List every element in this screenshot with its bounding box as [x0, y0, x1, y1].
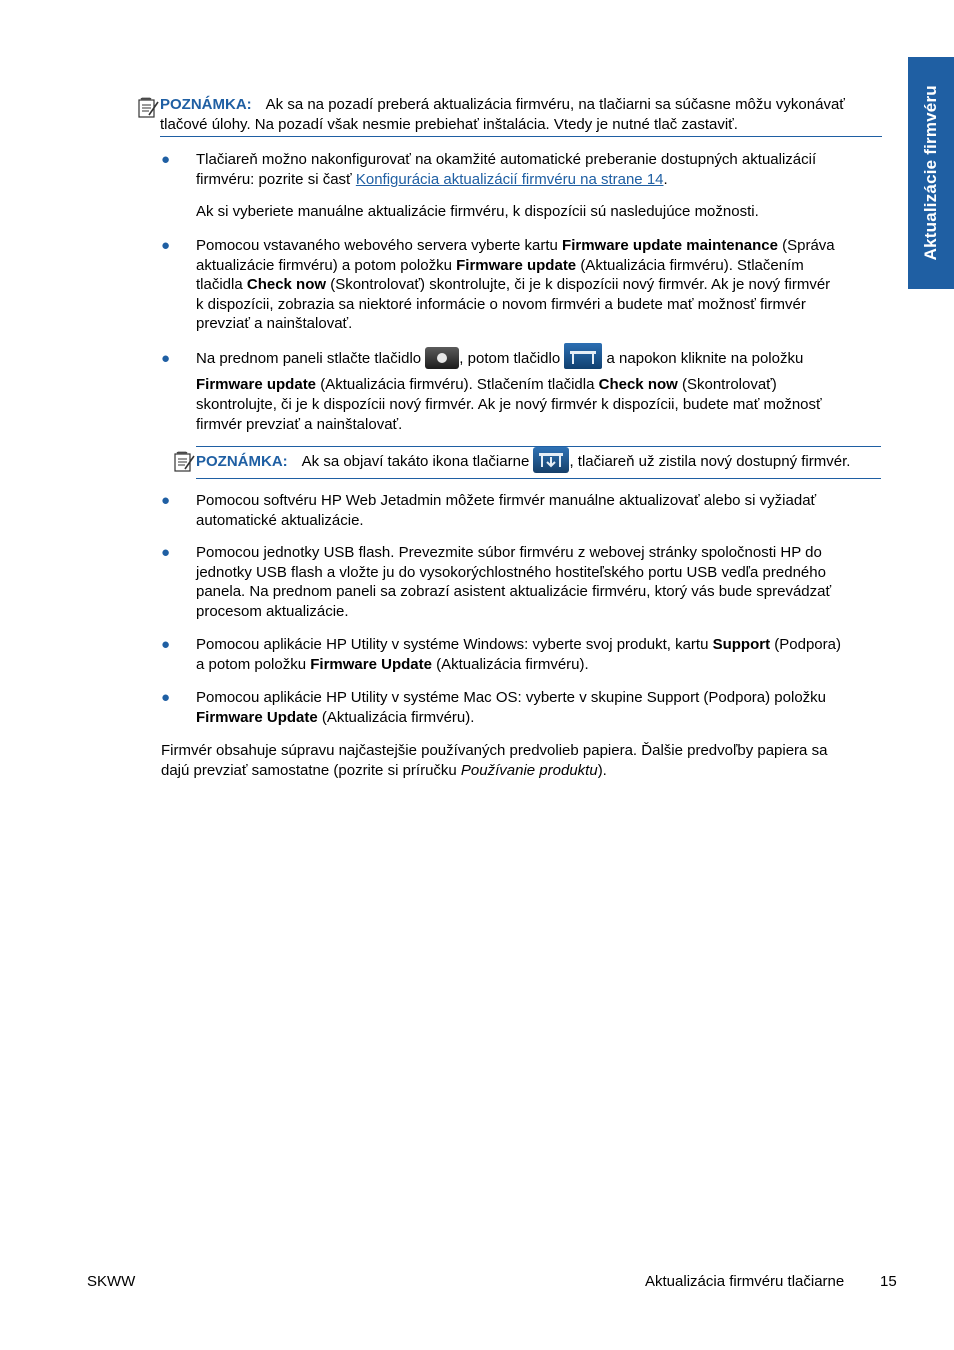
- footer-left: SKWW: [87, 1273, 136, 1290]
- manual-intro-paragraph: Ak si vyberiete manuálne aktualizácie firmvéru, k dispozícii sú nasledujúce možnosti.: [196, 203, 759, 220]
- printer-button-icon: [564, 343, 602, 369]
- list-item: ● Na prednom paneli stlačte tlačidlo , potom tlačidlo a napokon kliknite na položku Firmware update (Aktualizácia firmvéru). Stlačením tlačidla Check now (Skontrolovať) skontrolujte, či je k dispozícii nový firmvér. Ak je nový firmvér k dispozícii, budete mať možnosť firmvér prevziať a nainštalovať.: [161, 349, 883, 435]
- page-number: 15: [880, 1273, 897, 1290]
- note-label: POZNÁMKA:: [160, 96, 252, 113]
- bullet-icon: ●: [161, 237, 171, 254]
- firmware-update-printer-icon: [533, 447, 569, 473]
- list-item: ● Pomocou softvéru HP Web Jetadmin môžete firmvér manuálne aktualizovať alebo si vyžiadať automatické aktualizácie.: [161, 492, 817, 529]
- note-box: [137, 95, 882, 137]
- note-text: POZNÁMKA: Ak sa objaví takáto ikona tlačiarne , tlačiareň už zistila nový dostupný firmvér.: [196, 446, 881, 479]
- footer-title: Aktualizácia firmvéru tlačiarne: [645, 1273, 845, 1290]
- list-item: ● Tlačiareň možno nakonfigurovať na okamžité automatické preberanie dostupných aktualizácií firmvéru: pozrite si časť Konfigurácia aktualizácií firmvéru na strane 14.: [161, 151, 817, 188]
- list-item: ● Pomocou jednotky USB flash. Prevezmite súbor firmvéru z webovej stránky spoločnosti HP do jednotky USB flash a vložte ju do vysokorýchlostného hostiteľského portu USB vedľa predného panela. Na prednom paneli sa zobrazí asistent aktualizácie firmvéru, ktorý vás bude sprevádzať procesom aktualizácie.: [161, 544, 832, 620]
- bullet-icon: ●: [161, 492, 171, 509]
- note-label: POZNÁMKA:: [196, 452, 288, 470]
- note-pad-icon: [173, 450, 195, 474]
- note-text: POZNÁMKA: Ak sa na pozadí preberá aktualizácia firmvéru, na tlačiarni sa súčasne môžu vykonávať tlačové úlohy. Na pozadí však nesmie prebiehať inštalácia. Vtedy je nutné tlač zastaviť.: [160, 95, 882, 137]
- note-pad-icon: [137, 96, 159, 120]
- list-item: ● Pomocou aplikácie HP Utility v systéme Windows: vyberte svoj produkt, kartu Support (Podpora) a potom položku Firmware Update (Aktualizácia firmvéru).: [161, 636, 841, 673]
- config-link[interactable]: Konfigurácia aktualizácií firmvéru na strane 14: [355, 170, 664, 188]
- bullet-icon: ●: [161, 689, 171, 706]
- chapter-side-tab: [908, 57, 954, 289]
- chapter-side-tab-label: Aktualizácie firmvéru: [921, 85, 941, 261]
- info-button-icon: [425, 347, 459, 369]
- list-item: ● Pomocou vstavaného webového servera vyberte kartu Firmware update maintenance (Správa aktualizácie firmvéru) a potom položku Firmware update (Aktualizácia firmvéru). Stlačením tlačidla Check now (Skontrolovať) skontrolujte, či je k dispozícii nový firmvér. Ak je nový firmvér k dispozícii, zobrazia sa niektoré informácie o novom firmvéri a budete mať možnosť firmvér prevziať a nainštalovať.: [161, 237, 835, 332]
- bullet-icon: ●: [161, 151, 171, 168]
- note-box: [173, 446, 881, 479]
- closing-paragraph: Firmvér obsahuje súpravu najčastejšie používaných predvolieb papiera. Ďalšie predvoľby papiera sa dajú prevziať samostatne (pozrite si príručku Používanie produktu).: [161, 742, 828, 779]
- bullet-icon: ●: [161, 350, 171, 367]
- bullet-icon: ●: [161, 544, 171, 561]
- bullet-icon: ●: [161, 636, 171, 653]
- list-item: ● Pomocou aplikácie HP Utility v systéme Mac OS: vyberte v skupine Support (Podpora) položku Firmware Update (Aktualizácia firmvéru).: [161, 689, 826, 726]
